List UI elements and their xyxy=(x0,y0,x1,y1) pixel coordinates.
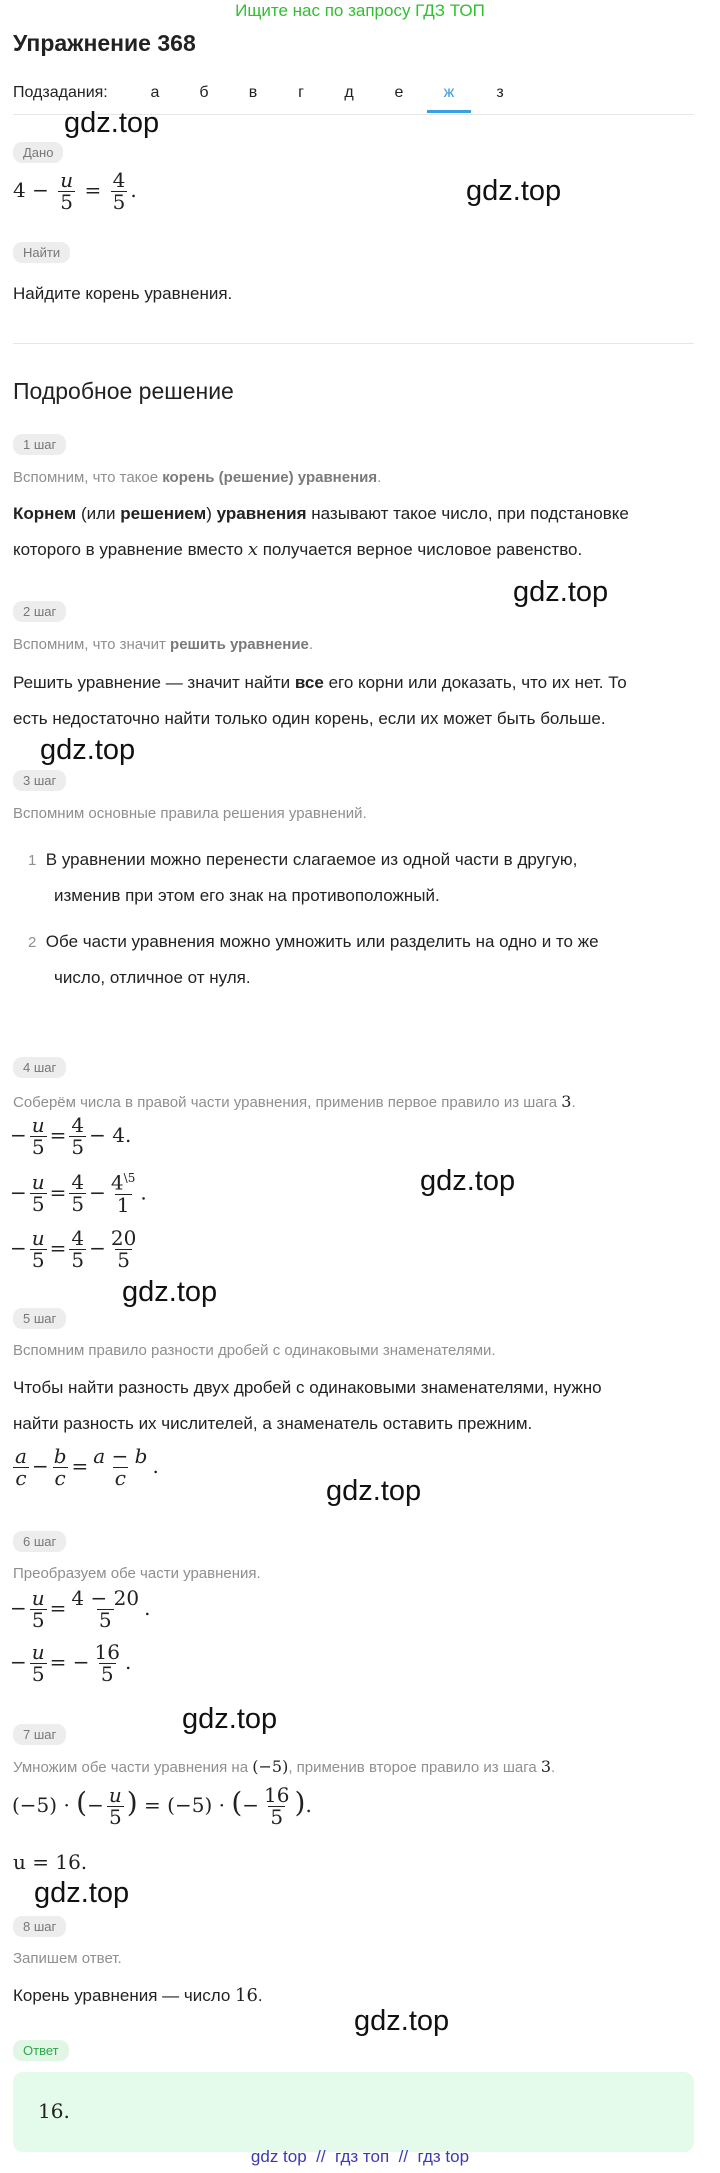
footer-link[interactable]: gdz top xyxy=(250,2147,307,2166)
watermark: gdz.top xyxy=(40,734,136,766)
subtask-tab-v[interactable]: в xyxy=(248,84,258,101)
equation-line: − $\frac{u}{5}$ = $\frac{4}{5}$ − 4. xyxy=(10,1113,132,1159)
page-title: Упражнение 368 xyxy=(13,30,196,56)
watermark: gdz.top xyxy=(326,1475,422,1507)
formula: $\frac{a}{c}$ − $\frac{b}{c}$ = $\frac{a - b}{c}$ . xyxy=(15,1444,159,1490)
given-equation: 4 − $\frac{u}{5}$ = $\frac{4}{5}$ . xyxy=(13,168,137,214)
footer-separator: // xyxy=(316,2147,326,2166)
step-tag: 6 шаг xyxy=(13,1531,66,1552)
step-text: Корень уравнения — число 16. xyxy=(13,1985,263,2006)
watermark: gdz.top xyxy=(182,1703,278,1735)
watermark: gdz.top xyxy=(34,1877,130,1909)
subtask-tab-d[interactable]: д xyxy=(344,84,354,101)
step-hint: Запишем ответ. xyxy=(13,1950,122,1967)
watermark: gdz.top xyxy=(122,1276,218,1308)
equation-line: (−5) · (− $\frac{u}{5}$ ) = (−5) · (− $\frac{16}{5}$ ). xyxy=(12,1783,312,1829)
equation-line: − $\frac{u}{5}$ = $\frac{4}{5}$ − $\frac{4^{\backslash 5}}{1}$ . xyxy=(10,1170,147,1217)
subtask-tab-z[interactable]: з xyxy=(496,84,504,101)
step-hint: Вспомним, что такое корень (решение) уравнения. xyxy=(13,469,382,486)
subtasks-label: Подзадания: xyxy=(13,84,108,101)
subtask-tab-g[interactable]: г xyxy=(298,84,304,101)
footer-link[interactable]: гдз топ xyxy=(335,2147,390,2166)
find-text: Найдите корень уравнения. xyxy=(13,284,233,303)
equation-line: − $\frac{u}{5}$ = − $\frac{16}{5}$ . xyxy=(10,1640,132,1686)
step-text: Решить уравнение — значит найти все его корни или доказать, что их нет. То есть недостаточно найти только один корень, если их может быть больше. xyxy=(13,673,627,728)
step-hint: Вспомним основные правила решения уравнений. xyxy=(13,805,367,822)
solution-title: Подробное решение xyxy=(13,378,234,404)
step-tag: 2 шаг xyxy=(13,601,66,622)
footer-links xyxy=(0,2147,720,2167)
watermark: gdz.top xyxy=(466,175,562,207)
step-hint: Соберём числа в правой части уравнения, применив первое правило из шага 3. xyxy=(13,1092,576,1111)
equation-line: − $\frac{u}{5}$ = $\frac{4 - 20}{5}$ . xyxy=(10,1586,151,1632)
step-text: Чтобы найти разность двух дробей с одинаковыми знаменателями, нужно найти разность их числителей, а знаменатель оставить прежним. xyxy=(13,1378,602,1433)
subtask-tab-a[interactable]: а xyxy=(150,84,160,101)
given-tag: Дано xyxy=(13,142,63,163)
footer-link[interactable]: гдз top xyxy=(417,2147,470,2166)
step-tag: 3 шаг xyxy=(13,770,66,791)
rule-item: 1 В уравнении можно перенести слагаемое из одной части в другую, изменив при этом его знак на противоположный. xyxy=(28,850,578,905)
search-banner: Ищите нас по запросу ГДЗ ТОП xyxy=(235,1,485,20)
subtask-tab-e[interactable]: е xyxy=(394,84,404,101)
watermark: gdz.top xyxy=(64,107,160,139)
rule-item: 2 Обе части уравнения можно умножить или разделить на одно и то же число, отличное от нуля. xyxy=(28,932,599,987)
step-tag: 1 шаг xyxy=(13,434,66,455)
footer-separator: // xyxy=(398,2147,409,2166)
step-tag: 7 шаг xyxy=(13,1724,66,1745)
subtask-tab-b[interactable]: б xyxy=(199,84,209,101)
step-text: Корнем (или решением) уравнения называют такое число, при подстановке которого в уравнение вместо x получается верное числовое равенство. xyxy=(13,504,629,560)
answer-value: 16. xyxy=(38,2099,70,2123)
equation-line: − $\frac{u}{5}$ = $\frac{4}{5}$ − $\frac{20}{5}$ xyxy=(10,1226,137,1272)
step-hint: Вспомним, что значит решить уравнение. xyxy=(13,636,314,653)
answer-box xyxy=(13,2072,694,2152)
watermark: gdz.top xyxy=(513,576,609,608)
find-tag: Найти xyxy=(13,242,70,263)
answer-tag: Ответ xyxy=(13,2040,69,2061)
watermark: gdz.top xyxy=(354,2005,450,2037)
active-tab-indicator xyxy=(427,110,471,113)
step-tag: 8 шаг xyxy=(13,1916,66,1937)
step-hint: Умножим обе части уравнения на (−5), применив второе правило из шага 3. xyxy=(13,1757,556,1776)
watermark: gdz.top xyxy=(420,1165,516,1197)
step-hint: Вспомним правило разности дробей с одинаковыми знаменателями. xyxy=(13,1342,496,1359)
result-line: u = 16. xyxy=(13,1850,88,1874)
step-hint: Преобразуем обе части уравнения. xyxy=(13,1565,261,1582)
step-tag: 5 шаг xyxy=(13,1308,66,1329)
subtask-tab-zh[interactable]: ж xyxy=(443,84,455,101)
step-tag: 4 шаг xyxy=(13,1057,66,1078)
divider xyxy=(13,343,694,344)
